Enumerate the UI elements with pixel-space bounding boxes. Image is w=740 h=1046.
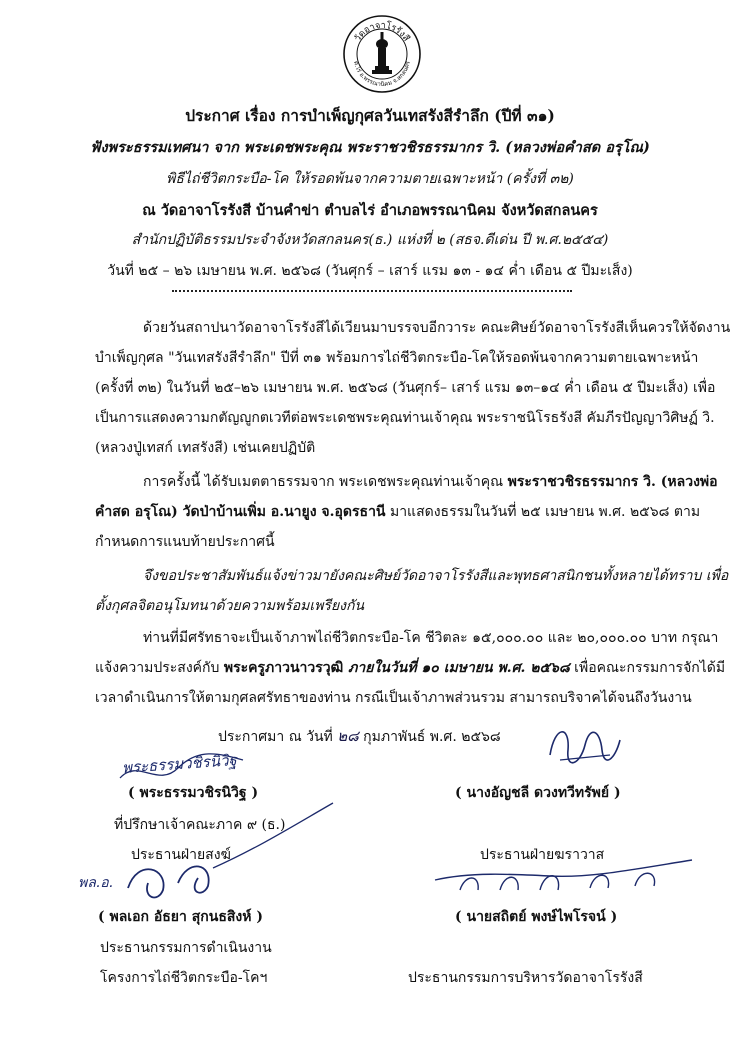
signatory-2-title: ประธานฝ่ายฆราวาส <box>480 847 605 863</box>
p4-contact-monk: พระครูภาวนาวรวุฒิ <box>223 660 344 676</box>
paragraph-3-line: จึงขอประชาสัมพันธ์แจ้งข่าวมายังคณะศิษย์วัดอาจาโรรังสีและพุทธศาสนิกชนทั้งหลายได้ทราบ เพื่อ <box>143 568 729 584</box>
p2-monk-name: พระราชวชิรธรรมากร วิ. (หลวงพ่อ <box>507 474 718 490</box>
signatory-1-name: ( พระธรรมวชิรนิวิฐ ) <box>128 785 259 801</box>
signature-3-scribble <box>118 798 338 908</box>
signatory-1-title: ประธานฝ่ายสงฆ์ <box>131 847 231 863</box>
office-line: สำนักปฏิบัติธรรมประจำจังหวัดสกลนคร(ธ.) แห่งที่ ๒ (สธจ.ดีเด่น ปี พ.ศ.๒๕๕๔) <box>131 232 609 248</box>
signature-3-prefix: พล.อ. <box>78 875 114 891</box>
sermon-line: ฟังพระธรรมเทศนา จาก พระเดชพระคุณ พระราชวชิรธรรมากร วิ. (หลวงพ่อคำสด อรุโณ) <box>90 139 650 156</box>
signatory-1-title: ที่ปรึกษาเจ้าคณะภาค ๙ (ธ.) <box>114 817 286 833</box>
temple-seal-logo <box>342 14 422 94</box>
paragraph-4-line <box>95 657 725 679</box>
p4-deadline: ภายในวันที่ ๑๐ เมษายน พ.ศ. ๒๕๖๘ <box>343 660 570 676</box>
seal-text-top: วัดอาจาโรรังสี <box>352 20 411 44</box>
signatory-4-name: ( นายสถิตย์ พงษ์ไพโรจน์ ) <box>455 909 618 925</box>
paragraph-1-line: (หลวงปู่เทสก์ เทสรังสี) เช่นเคยปฏิบัติ <box>95 440 316 456</box>
handwritten-day: ๒๘ <box>337 727 359 745</box>
location-line: ณ วัดอาจาโรรังสี บ้านคำข่า ตำบลไร่ อำเภอพรรณานิคม จังหวัดสกลนคร <box>142 202 598 219</box>
ceremony-line: พิธีไถ่ชีวิตกระบือ-โค ให้รอดพ้นจากความตายเฉพาะหน้า (ครั้งที่ ๓๒) <box>166 171 574 187</box>
paragraph-2-line <box>95 501 700 523</box>
stupa-icon <box>372 32 392 74</box>
paragraph-3-line: ตั้งกุศลจิตอนุโมทนาด้วยความพร้อมเพรียงกัน <box>95 598 365 614</box>
dotted-divider <box>172 290 572 292</box>
signature-4-scribble <box>430 852 700 902</box>
signatory-3-name: ( พลเอก อัธยา สุกนธสิงห์ ) <box>98 909 263 925</box>
p2-text: มาแสดงธรรมในวันที่ ๒๕ เมษายน พ.ศ. ๒๕๖๘ ตาม <box>385 504 701 520</box>
announcement-title: ประกาศ เรื่อง การบำเพ็ญกุศลวันเทสรังสีรำลึก (ปีที่ ๓๑) <box>185 106 555 125</box>
paragraph-4-line: ท่านที่มีศรัทธาจะเป็นเจ้าภาพไถ่ชีวิตกระบือ-โค ชีวิตละ ๑๕,๐๐๐.๐๐ และ ๒๐,๐๐๐.๐๐ บาท กรุณา <box>143 630 719 646</box>
signature-1: พระธรรมวชิรนิวิฐ <box>121 751 238 777</box>
p2-text: การครั้งนี้ ได้รับเมตตาธรรมจาก พระเดชพระคุณท่านเจ้าคุณ <box>143 474 508 490</box>
p4-text: แจ้งความประสงค์กับ <box>95 660 224 676</box>
paragraph-1-line: บำเพ็ญกุศล "วันเทสรังสีรำลึก" ปีที่ ๓๑ พร้อมการไถ่ชีวิตกระบือ-โคให้รอดพ้นจากความตายเฉพาะหน้า <box>95 350 699 366</box>
paragraph-1-line: ด้วยวันสถาปนาวัดอาจาโรรังสีได้เวียนมาบรรจบอีกวาระ คณะศิษย์วัดอาจาโรรังสีเห็นควรให้จัดงาน <box>143 320 731 336</box>
date-line: วันที่ ๒๕ – ๒๖ เมษายน พ.ศ. ๒๕๖๘ (วันศุกร์ – เสาร์ แรม ๑๓ - ๑๔ ค่ำ เดือน ๕ ปีมะเส็ง) <box>107 263 633 279</box>
seal-text-bottom: ต.ไร่ อ.พรรณานิคม จ.สกลนคร <box>352 60 412 89</box>
paragraph-4-line: เวลาดำเนินการให้ตามกุศลศรัทธาของท่าน กรณีเป็นเจ้าภาพส่วนรวม สามารถบริจาคได้จนถึงวันงาน <box>95 690 692 706</box>
announcement-date: ประกาศมา ณ วันที่ ๒๘ กุมภาพันธ์ พ.ศ. ๒๕๖๘ <box>218 727 501 745</box>
p2-monk-temple: คำสด อรุโณ) วัดป่าบ้านเพิ่ม อ.นายูง จ.อุดรธานี <box>95 504 386 520</box>
signature-2-scribble <box>540 720 630 780</box>
signatory-3-title: โครงการไถ่ชีวิตกระบือ-โคฯ <box>100 970 268 986</box>
signatory-2-name: ( นางอัญชลี ดวงทวีทรัพย์ ) <box>455 785 621 801</box>
p4-text: เพื่อคณะกรรมการจักได้มี <box>569 660 726 676</box>
signatory-4-title: ประธานกรรมการบริหารวัดอาจาโรรังสี <box>408 970 643 986</box>
signatory-3-title: ประธานกรรมการดำเนินงาน <box>100 940 272 956</box>
paragraph-2-line <box>143 471 718 493</box>
paragraph-2-line: กำหนดการแนบท้ายประกาศนี้ <box>95 534 275 550</box>
paragraph-1-line: เป็นการแสดงความกตัญญูกตเวทีต่อพระเดชพระคุณท่านเจ้าคุณ พระราชนิโรธรังสี คัมภีรปัญญาวิศิษฏ์ วิ. <box>95 410 715 426</box>
paragraph-1-line: (ครั้งที่ ๓๒) ในวันที่ ๒๕–๒๖ เมษายน พ.ศ. ๒๕๖๘ (วันศุกร์– เสาร์ แรม ๑๓–๑๔ ค่ำ เดือน ๕ ปีมะเส็ง) เพื่อ <box>95 380 716 396</box>
